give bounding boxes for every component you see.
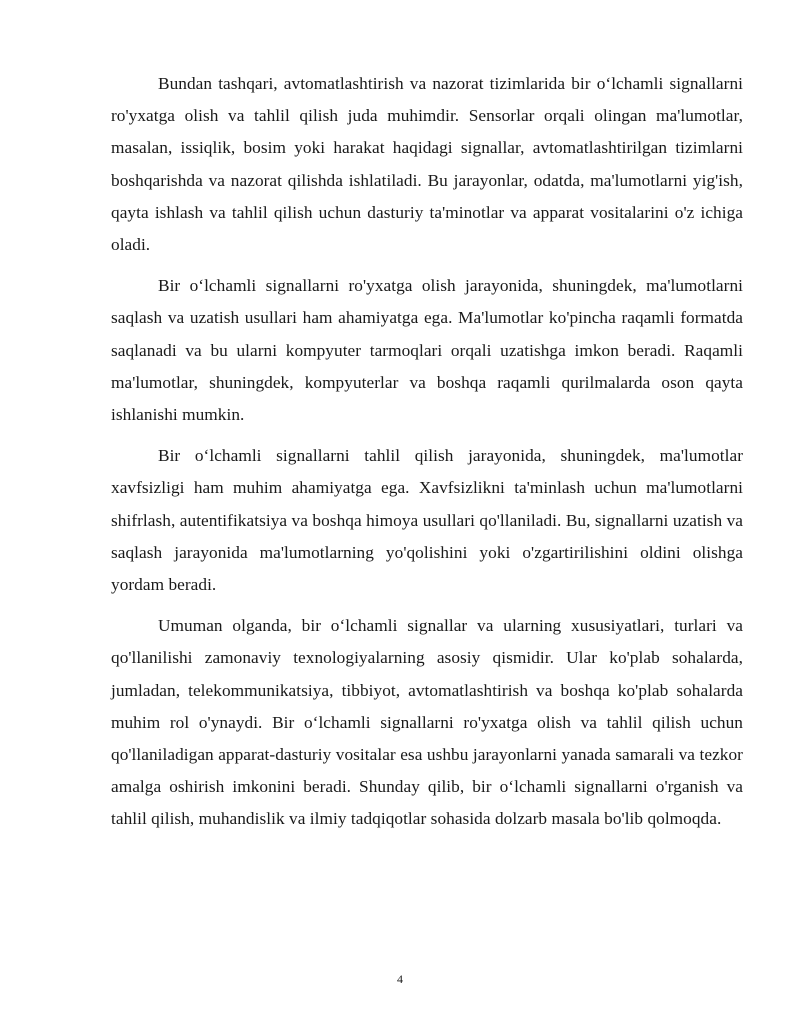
document-body — [111, 68, 743, 845]
paragraph-storage-transmission: Bir o‘lchamli signallarni ro'yxatga olish jarayonida, shuningdek, ma'lumotlarni saqlash va uzatish usullari ham ahamiyatga ega. Ma'lumotlar ko'pincha raqamli formatda saqlanadi va bu ularni kompyuter tarmoqlari orqali uzatishga imkon beradi. Raqamli ma'lumotlar, shuningdek, kompyuterlar va boshqa raqamli qurilmalarda oson qayta ishlanishi mumkin. — [111, 276, 743, 425]
paragraph-automation-systems: Bundan tashqari, avtomatlashtirish va nazorat tizimlarida bir o‘lchamli signallarni ro'yxatga olish va tahlil qilish juda muhimdir. Sensorlar orqali olingan ma'lumotlar, masalan, issiqlik, bosim yoki harakat haqidagi signallar, avtomatlashtirilgan tizimlarni boshqarishda va nazorat qilishda ishlatiladi. Bu jarayonlar, odatda, ma'lumotlarni yig'ish, qayta ishlash va tahlil qilish uchun dasturiy ta'minotlar va apparat vositalarini o'z ichiga oladi. — [111, 74, 743, 255]
page-number: 4 — [397, 972, 403, 986]
paragraph-conclusion: Umuman olganda, bir o‘lchamli signallar va ularning xususiyatlari, turlari va qo'llanilishi zamonaviy texnologiyalarning asosiy qismidir. Ular ko'plab sohalarda, jumladan, telekommunikatsiya, tibbiyot, avtomatlashtirish va boshqa ko'plab sohalarda muhim rol o'ynaydi. Bir o‘lchamli signallarni ro'yxatga olish va tahlil qilish uchun qo'llaniladigan apparat-dasturiy vositalar esa ushbu jarayonlarni yanada samarali va tezkor amalga oshirish imkonini beradi. Shunday qilib, bir o‘lchamli signallarni o'rganish va tahlil qilish, muhandislik va ilmiy tadqiqotlar sohasida dolzarb masala bo'lib qolmoqda. — [111, 616, 743, 829]
paragraph-data-security: Bir o‘lchamli signallarni tahlil qilish jarayonida, shuningdek, ma'lumotlar xavfsizligi ham muhim ahamiyatga ega. Xavfsizlikni ta'minlash uchun ma'lumotlarni shifrlash, autentifikatsiya va boshqa himoya usullari qo'llaniladi. Bu, signallarni uzatish va saqlash jarayonida ma'lumotlarning yo'qolishini yoki o'zgartirilishini oldini olishga yordam beradi. — [111, 446, 743, 595]
